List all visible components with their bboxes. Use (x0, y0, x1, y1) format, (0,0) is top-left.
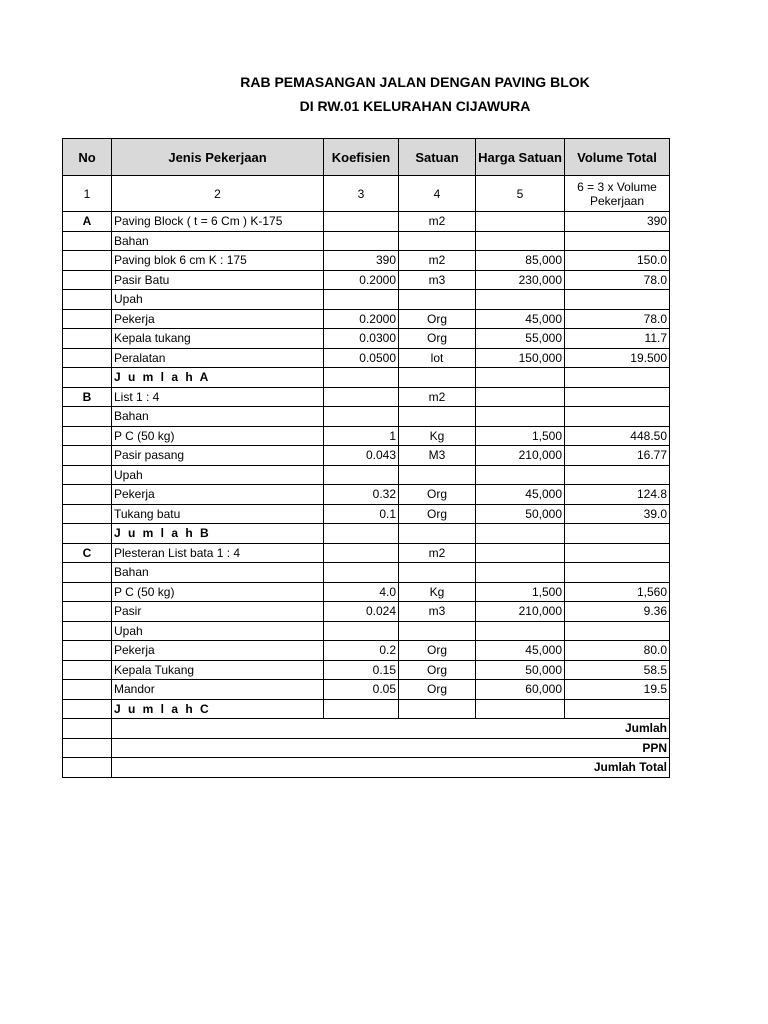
cell-no (63, 582, 112, 602)
cell-volume-total (565, 543, 670, 563)
table-row (63, 387, 670, 407)
cell-no (63, 485, 112, 505)
table-row (63, 641, 670, 661)
cell-harga-satuan (476, 699, 565, 719)
cell-volume-total (565, 290, 670, 310)
table-row (63, 485, 670, 505)
cell-harga-satuan: 1,500 (476, 426, 565, 446)
cell-volume-total (565, 465, 670, 485)
cell-satuan (399, 290, 476, 310)
cell-volume-total (565, 524, 670, 544)
cell-jenis-pekerjaan: Pasir Batu (112, 270, 324, 290)
table-row (63, 699, 670, 719)
cell-harga-satuan (476, 231, 565, 251)
cell-no: A (63, 212, 112, 232)
summary-label: Jumlah Total (112, 758, 670, 778)
cell-koefisien (324, 368, 399, 388)
cell-no (63, 270, 112, 290)
table-row (63, 290, 670, 310)
cell-satuan: Org (399, 329, 476, 349)
cell-satuan: Org (399, 680, 476, 700)
cell-no (63, 368, 112, 388)
cell-jenis-pekerjaan: Pasir pasang (112, 446, 324, 466)
cell-no: B (63, 387, 112, 407)
cell-koefisien: 0.32 (324, 485, 399, 505)
summary-row (63, 738, 670, 758)
cell-harga-satuan (476, 407, 565, 427)
cell-harga-satuan: 210,000 (476, 446, 565, 466)
header-jenis-pekerjaan: Jenis Pekerjaan (112, 139, 324, 176)
cell-jenis-pekerjaan: Pekerja (112, 485, 324, 505)
cell-jenis-pekerjaan: Paving blok 6 cm K : 175 (112, 251, 324, 271)
numbering-cell: 3 (324, 176, 399, 212)
cell-koefisien (324, 621, 399, 641)
summary-row (63, 758, 670, 778)
numbering-cell: 1 (63, 176, 112, 212)
table-row (63, 329, 670, 349)
cell-volume-total (565, 699, 670, 719)
table-row (63, 212, 670, 232)
cell-koefisien: 0.2000 (324, 270, 399, 290)
cell-no (63, 465, 112, 485)
cell-jenis-pekerjaan: J u m l a h C (112, 699, 324, 719)
cell-harga-satuan: 60,000 (476, 680, 565, 700)
cell-harga-satuan (476, 387, 565, 407)
cell-jenis-pekerjaan: Pekerja (112, 641, 324, 661)
cell-no (63, 524, 112, 544)
table-row (63, 407, 670, 427)
summary-empty-cell (63, 738, 112, 758)
cell-harga-satuan: 1,500 (476, 582, 565, 602)
column-numbering-row (63, 176, 670, 212)
cell-koefisien: 0.0300 (324, 329, 399, 349)
cell-harga-satuan: 50,000 (476, 504, 565, 524)
numbering-cell: 6 = 3 x Volume Pekerjaan (565, 176, 670, 212)
cell-volume-total: 80.0 (565, 641, 670, 661)
table-row (63, 582, 670, 602)
rab-table (62, 138, 670, 778)
cell-no (63, 426, 112, 446)
table-row (63, 446, 670, 466)
cell-satuan: M3 (399, 446, 476, 466)
cell-satuan: Org (399, 309, 476, 329)
cell-no (63, 621, 112, 641)
cell-koefisien (324, 231, 399, 251)
header-satuan: Satuan (399, 139, 476, 176)
cell-harga-satuan (476, 621, 565, 641)
numbering-cell: 4 (399, 176, 476, 212)
summary-label: PPN (112, 738, 670, 758)
table-row (63, 602, 670, 622)
table-row (63, 348, 670, 368)
cell-satuan: m2 (399, 543, 476, 563)
cell-satuan (399, 699, 476, 719)
cell-jenis-pekerjaan: List 1 : 4 (112, 387, 324, 407)
cell-harga-satuan: 45,000 (476, 309, 565, 329)
cell-volume-total: 1,560 (565, 582, 670, 602)
cell-volume-total: 150.0 (565, 251, 670, 271)
cell-koefisien: 390 (324, 251, 399, 271)
table-row (63, 680, 670, 700)
numbering-cell: 5 (476, 176, 565, 212)
cell-satuan: m3 (399, 602, 476, 622)
cell-harga-satuan: 45,000 (476, 641, 565, 661)
table-row (63, 504, 670, 524)
table-row (63, 251, 670, 271)
cell-jenis-pekerjaan: Upah (112, 290, 324, 310)
cell-satuan (399, 465, 476, 485)
table-row (63, 368, 670, 388)
cell-harga-satuan: 85,000 (476, 251, 565, 271)
cell-no (63, 563, 112, 583)
cell-jenis-pekerjaan: Bahan (112, 563, 324, 583)
cell-satuan: Kg (399, 582, 476, 602)
cell-jenis-pekerjaan: Pasir (112, 602, 324, 622)
cell-volume-total: 124.8 (565, 485, 670, 505)
table-row (63, 270, 670, 290)
table-row (63, 465, 670, 485)
cell-koefisien: 0.1 (324, 504, 399, 524)
cell-harga-satuan (476, 563, 565, 583)
table-row (63, 563, 670, 583)
cell-volume-total: 11.7 (565, 329, 670, 349)
cell-volume-total: 78.0 (565, 270, 670, 290)
cell-volume-total: 9.36 (565, 602, 670, 622)
cell-koefisien: 0.15 (324, 660, 399, 680)
cell-no (63, 309, 112, 329)
cell-volume-total (565, 407, 670, 427)
cell-satuan: lot (399, 348, 476, 368)
cell-satuan: Org (399, 641, 476, 661)
cell-volume-total: 448.50 (565, 426, 670, 446)
summary-empty-cell (63, 719, 112, 739)
cell-no (63, 446, 112, 466)
cell-jenis-pekerjaan: J u m l a h A (112, 368, 324, 388)
cell-satuan: m2 (399, 387, 476, 407)
cell-koefisien (324, 212, 399, 232)
cell-jenis-pekerjaan: Kepala tukang (112, 329, 324, 349)
cell-satuan (399, 563, 476, 583)
header-volume-total: Volume Total (565, 139, 670, 176)
cell-jenis-pekerjaan: P C (50 kg) (112, 426, 324, 446)
cell-koefisien: 0.043 (324, 446, 399, 466)
cell-koefisien: 0.2000 (324, 309, 399, 329)
cell-volume-total: 39.0 (565, 504, 670, 524)
cell-satuan (399, 621, 476, 641)
cell-koefisien (324, 407, 399, 427)
table-row (63, 660, 670, 680)
cell-harga-satuan: 45,000 (476, 485, 565, 505)
cell-koefisien (324, 699, 399, 719)
cell-volume-total: 390 (565, 212, 670, 232)
table-row (63, 426, 670, 446)
cell-koefisien (324, 563, 399, 583)
cell-satuan (399, 407, 476, 427)
table-row (63, 309, 670, 329)
table-row (63, 543, 670, 563)
cell-no (63, 504, 112, 524)
cell-koefisien (324, 465, 399, 485)
cell-satuan: Org (399, 660, 476, 680)
cell-harga-satuan: 50,000 (476, 660, 565, 680)
cell-harga-satuan: 210,000 (476, 602, 565, 622)
cell-koefisien (324, 387, 399, 407)
cell-harga-satuan (476, 212, 565, 232)
cell-no (63, 329, 112, 349)
cell-jenis-pekerjaan: P C (50 kg) (112, 582, 324, 602)
cell-harga-satuan (476, 465, 565, 485)
cell-volume-total: 16.77 (565, 446, 670, 466)
cell-harga-satuan (476, 290, 565, 310)
table-row (63, 524, 670, 544)
cell-harga-satuan: 150,000 (476, 348, 565, 368)
summary-row (63, 719, 670, 739)
cell-satuan (399, 368, 476, 388)
cell-koefisien (324, 290, 399, 310)
cell-satuan: Org (399, 504, 476, 524)
cell-no (63, 251, 112, 271)
cell-koefisien (324, 543, 399, 563)
cell-jenis-pekerjaan: Mandor (112, 680, 324, 700)
cell-harga-satuan (476, 543, 565, 563)
cell-jenis-pekerjaan: Bahan (112, 407, 324, 427)
cell-volume-total (565, 621, 670, 641)
cell-no (63, 699, 112, 719)
cell-no (63, 680, 112, 700)
cell-jenis-pekerjaan: Pekerja (112, 309, 324, 329)
summary-empty-cell (63, 758, 112, 778)
cell-no: C (63, 543, 112, 563)
cell-satuan: Org (399, 485, 476, 505)
cell-satuan: m2 (399, 251, 476, 271)
cell-no (63, 348, 112, 368)
header-no: No (63, 139, 112, 176)
cell-volume-total: 19.5 (565, 680, 670, 700)
cell-jenis-pekerjaan: Paving Block ( t = 6 Cm ) K-175 (112, 212, 324, 232)
cell-jenis-pekerjaan: Upah (112, 621, 324, 641)
cell-satuan: m2 (399, 212, 476, 232)
cell-volume-total: 19.500 (565, 348, 670, 368)
cell-koefisien: 0.0500 (324, 348, 399, 368)
cell-volume-total: 58.5 (565, 660, 670, 680)
cell-volume-total (565, 387, 670, 407)
cell-satuan (399, 231, 476, 251)
document-subtitle: DI RW.01 KELURAHAN CIJAWURA (299, 98, 531, 114)
cell-volume-total (565, 231, 670, 251)
cell-no (63, 602, 112, 622)
cell-satuan (399, 524, 476, 544)
header-koefisien: Koefisien (324, 139, 399, 176)
cell-harga-satuan: 230,000 (476, 270, 565, 290)
table-row (63, 621, 670, 641)
header-row (63, 139, 670, 176)
table-row (63, 231, 670, 251)
cell-volume-total: 78.0 (565, 309, 670, 329)
cell-koefisien (324, 524, 399, 544)
cell-volume-total (565, 368, 670, 388)
cell-no (63, 290, 112, 310)
document-title: RAB PEMASANGAN JALAN DENGAN PAVING BLOK (240, 74, 590, 90)
cell-jenis-pekerjaan: Peralatan (112, 348, 324, 368)
cell-koefisien: 4.0 (324, 582, 399, 602)
cell-no (63, 641, 112, 661)
cell-no (63, 660, 112, 680)
cell-satuan: m3 (399, 270, 476, 290)
cell-no (63, 407, 112, 427)
cell-koefisien: 0.024 (324, 602, 399, 622)
cell-harga-satuan (476, 524, 565, 544)
cell-koefisien: 1 (324, 426, 399, 446)
summary-label: Jumlah (112, 719, 670, 739)
cell-jenis-pekerjaan: Bahan (112, 231, 324, 251)
cell-jenis-pekerjaan: J u m l a h B (112, 524, 324, 544)
numbering-cell: 2 (112, 176, 324, 212)
header-harga-satuan: Harga Satuan (476, 139, 565, 176)
cell-jenis-pekerjaan: Kepala Tukang (112, 660, 324, 680)
cell-jenis-pekerjaan: Plesteran List bata 1 : 4 (112, 543, 324, 563)
cell-harga-satuan: 55,000 (476, 329, 565, 349)
cell-koefisien: 0.05 (324, 680, 399, 700)
cell-harga-satuan (476, 368, 565, 388)
cell-volume-total (565, 563, 670, 583)
cell-jenis-pekerjaan: Upah (112, 465, 324, 485)
cell-satuan: Kg (399, 426, 476, 446)
cell-koefisien: 0.2 (324, 641, 399, 661)
cell-jenis-pekerjaan: Tukang batu (112, 504, 324, 524)
cell-no (63, 231, 112, 251)
